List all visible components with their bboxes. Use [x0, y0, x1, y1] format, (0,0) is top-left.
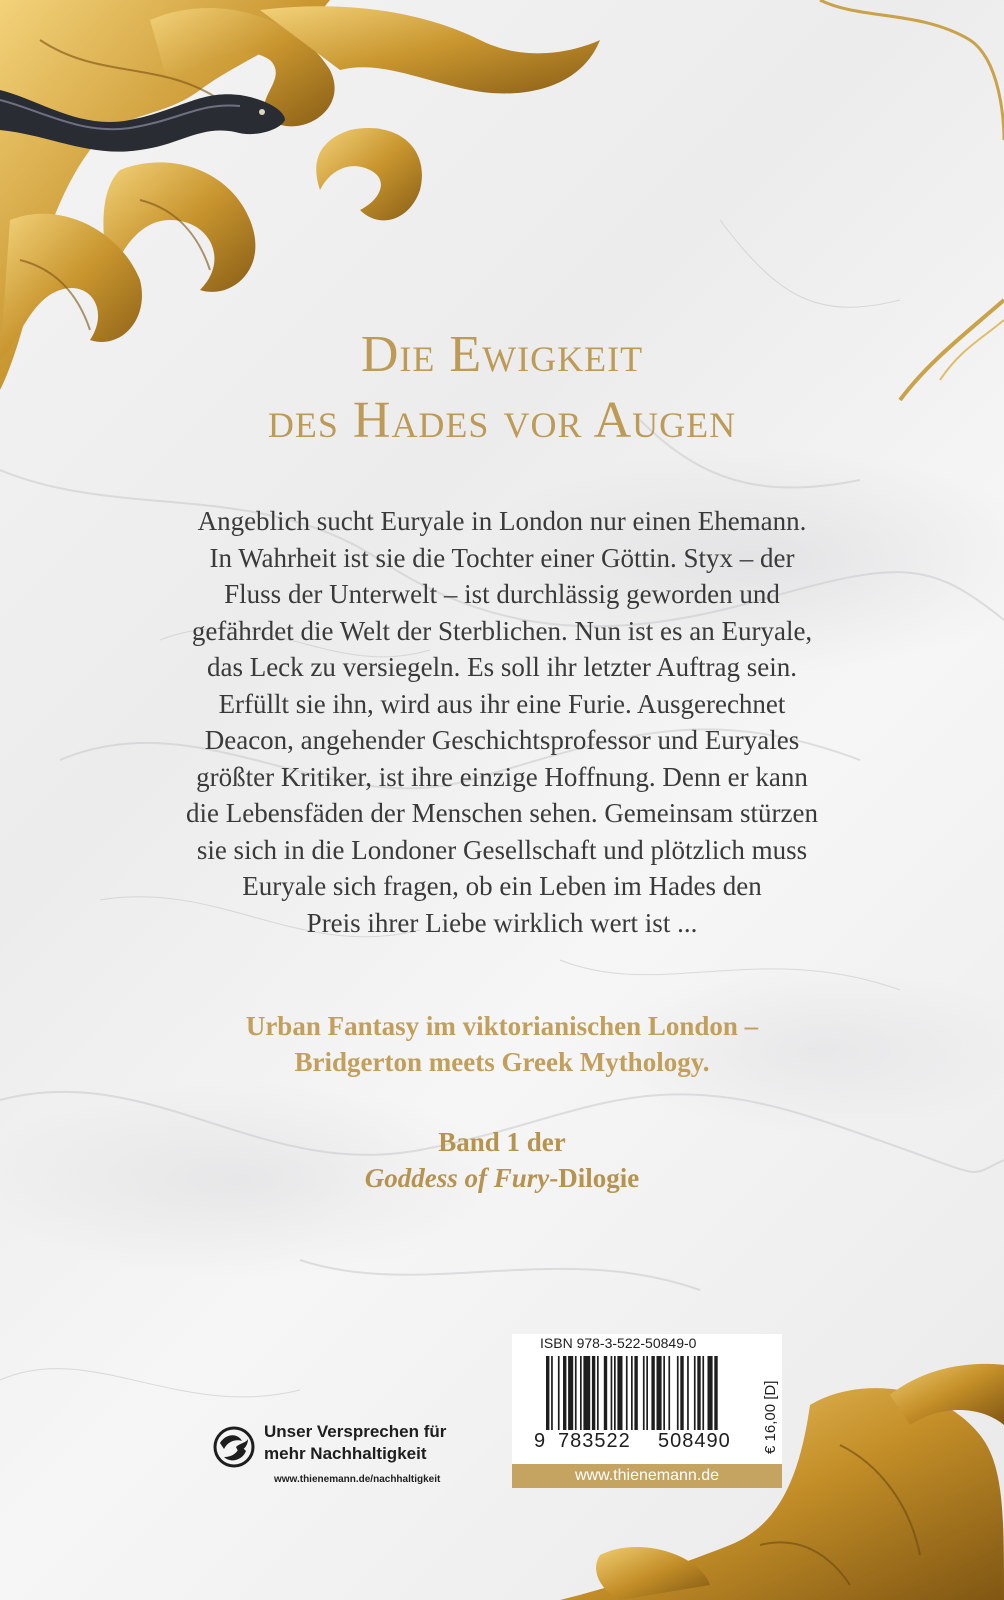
series-title: Goddess of Fury [364, 1163, 550, 1193]
blurb-line: Fluss der Unterwelt – ist durchlässig geworden und [224, 579, 780, 609]
headline [0, 322, 1004, 454]
blurb-line: die Lebensfäden der Menschen sehen. Gemeinsam stürzen [185, 798, 818, 828]
barcode-bar [708, 1356, 713, 1430]
barcode-bar [646, 1356, 648, 1430]
barcode-digits-left: 783522 [558, 1430, 631, 1452]
barcode-bar [680, 1356, 683, 1430]
blurb-line: sie sich in die Londoner Gesellschaft und plötzlich muss [196, 834, 808, 865]
barcode-bar [634, 1356, 637, 1430]
blurb-line: Angeblich sucht Euryale in London nur einen Ehemann. [197, 506, 807, 536]
series-line-1: Band 1 der [438, 1127, 566, 1157]
blurb-line: Preis ihrer Liebe wirklich wert ist ... [306, 907, 698, 938]
barcode-digit-first: 9 [534, 1430, 546, 1452]
tagline-line-1: Urban Fantasy im viktorianischen London – [245, 1011, 759, 1041]
blurb-line: Euryale sich fragen, ob ein Leben im Hades den [242, 871, 762, 901]
barcode-bar [663, 1356, 665, 1430]
isbn-text: ISBN 978-3-522-50849-0 [540, 1335, 697, 1351]
blurb-line: In Wahrheit ist sie die Tochter einer Göttin. Styx – der [209, 542, 795, 573]
headline-line-1: Die Ewigkeit [360, 326, 644, 383]
barcode-bar [687, 1356, 689, 1430]
sustainability-line-2: mehr Nachhaltigkeit [264, 1444, 427, 1463]
series-info [0, 1124, 1004, 1196]
barcode-bar [568, 1356, 573, 1430]
blurb-line: Erfüllt sie ihn, wird aus ihr eine Furie. Ausgerechnet [218, 688, 786, 719]
sustainability-url[interactable]: www.thienemann.de/nachhaltigkeit [274, 1474, 441, 1485]
barcode-bar [697, 1356, 700, 1430]
barcode-bar [558, 1356, 560, 1430]
barcode-bars [546, 1356, 758, 1430]
barcode-bar [575, 1356, 577, 1430]
barcode-bar [617, 1356, 622, 1430]
blurb-line: Deacon, angehender Geschichtsprofessor und Euryales [204, 725, 800, 755]
barcode-bar [668, 1356, 670, 1430]
barcode-bar [597, 1356, 599, 1430]
barcode-bar [694, 1356, 696, 1430]
barcode-bar [657, 1356, 662, 1430]
tagline-line-2: Bridgerton meets Greek Mythology. [294, 1047, 710, 1077]
headline-line-2: des Hades vor Augen [267, 392, 737, 449]
sustainability-line-1: Unser Versprechen für [264, 1422, 447, 1441]
barcode-bar [643, 1356, 645, 1430]
barcode-bar [714, 1356, 717, 1430]
leaf-drop-icon [212, 1425, 256, 1469]
barcode-bar [702, 1356, 704, 1430]
barcode-panel [512, 1334, 782, 1464]
barcode-bar [631, 1356, 633, 1430]
barcode-bar [614, 1356, 616, 1430]
barcode-digits-right: 508490 [658, 1430, 731, 1452]
barcode-bar [604, 1356, 607, 1430]
blurb-line: das Leck zu versiegeln. Es soll ihr letzter Auftrag sein. [206, 652, 798, 682]
barcode-bar [563, 1356, 566, 1430]
barcode-bar [592, 1356, 595, 1430]
barcode-bar [580, 1356, 582, 1430]
publisher-url[interactable]: www.thienemann.de [512, 1464, 782, 1488]
series-suffix: -Dilogie [549, 1163, 640, 1193]
blurb-line: gefährdet die Welt der Sterblichen. Nun ist es an Euryale, [191, 615, 813, 646]
barcode-bar [583, 1356, 590, 1430]
tagline [0, 1008, 1004, 1080]
barcode-bar [677, 1356, 679, 1430]
barcode-bar [651, 1356, 654, 1430]
series-line-2 [0, 1160, 1004, 1196]
blurb-line: größter Kritiker, ist ihre einzige Hoffnung. Denn er kann [196, 761, 808, 792]
barcode-bar [546, 1356, 549, 1430]
barcode-bar [626, 1356, 628, 1430]
barcode-bar [611, 1356, 613, 1430]
sustainability-note [212, 1419, 492, 1493]
barcode-bar [551, 1356, 553, 1430]
price-label: € 16,00 [D] [762, 1380, 779, 1454]
blurb-text [130, 503, 874, 941]
